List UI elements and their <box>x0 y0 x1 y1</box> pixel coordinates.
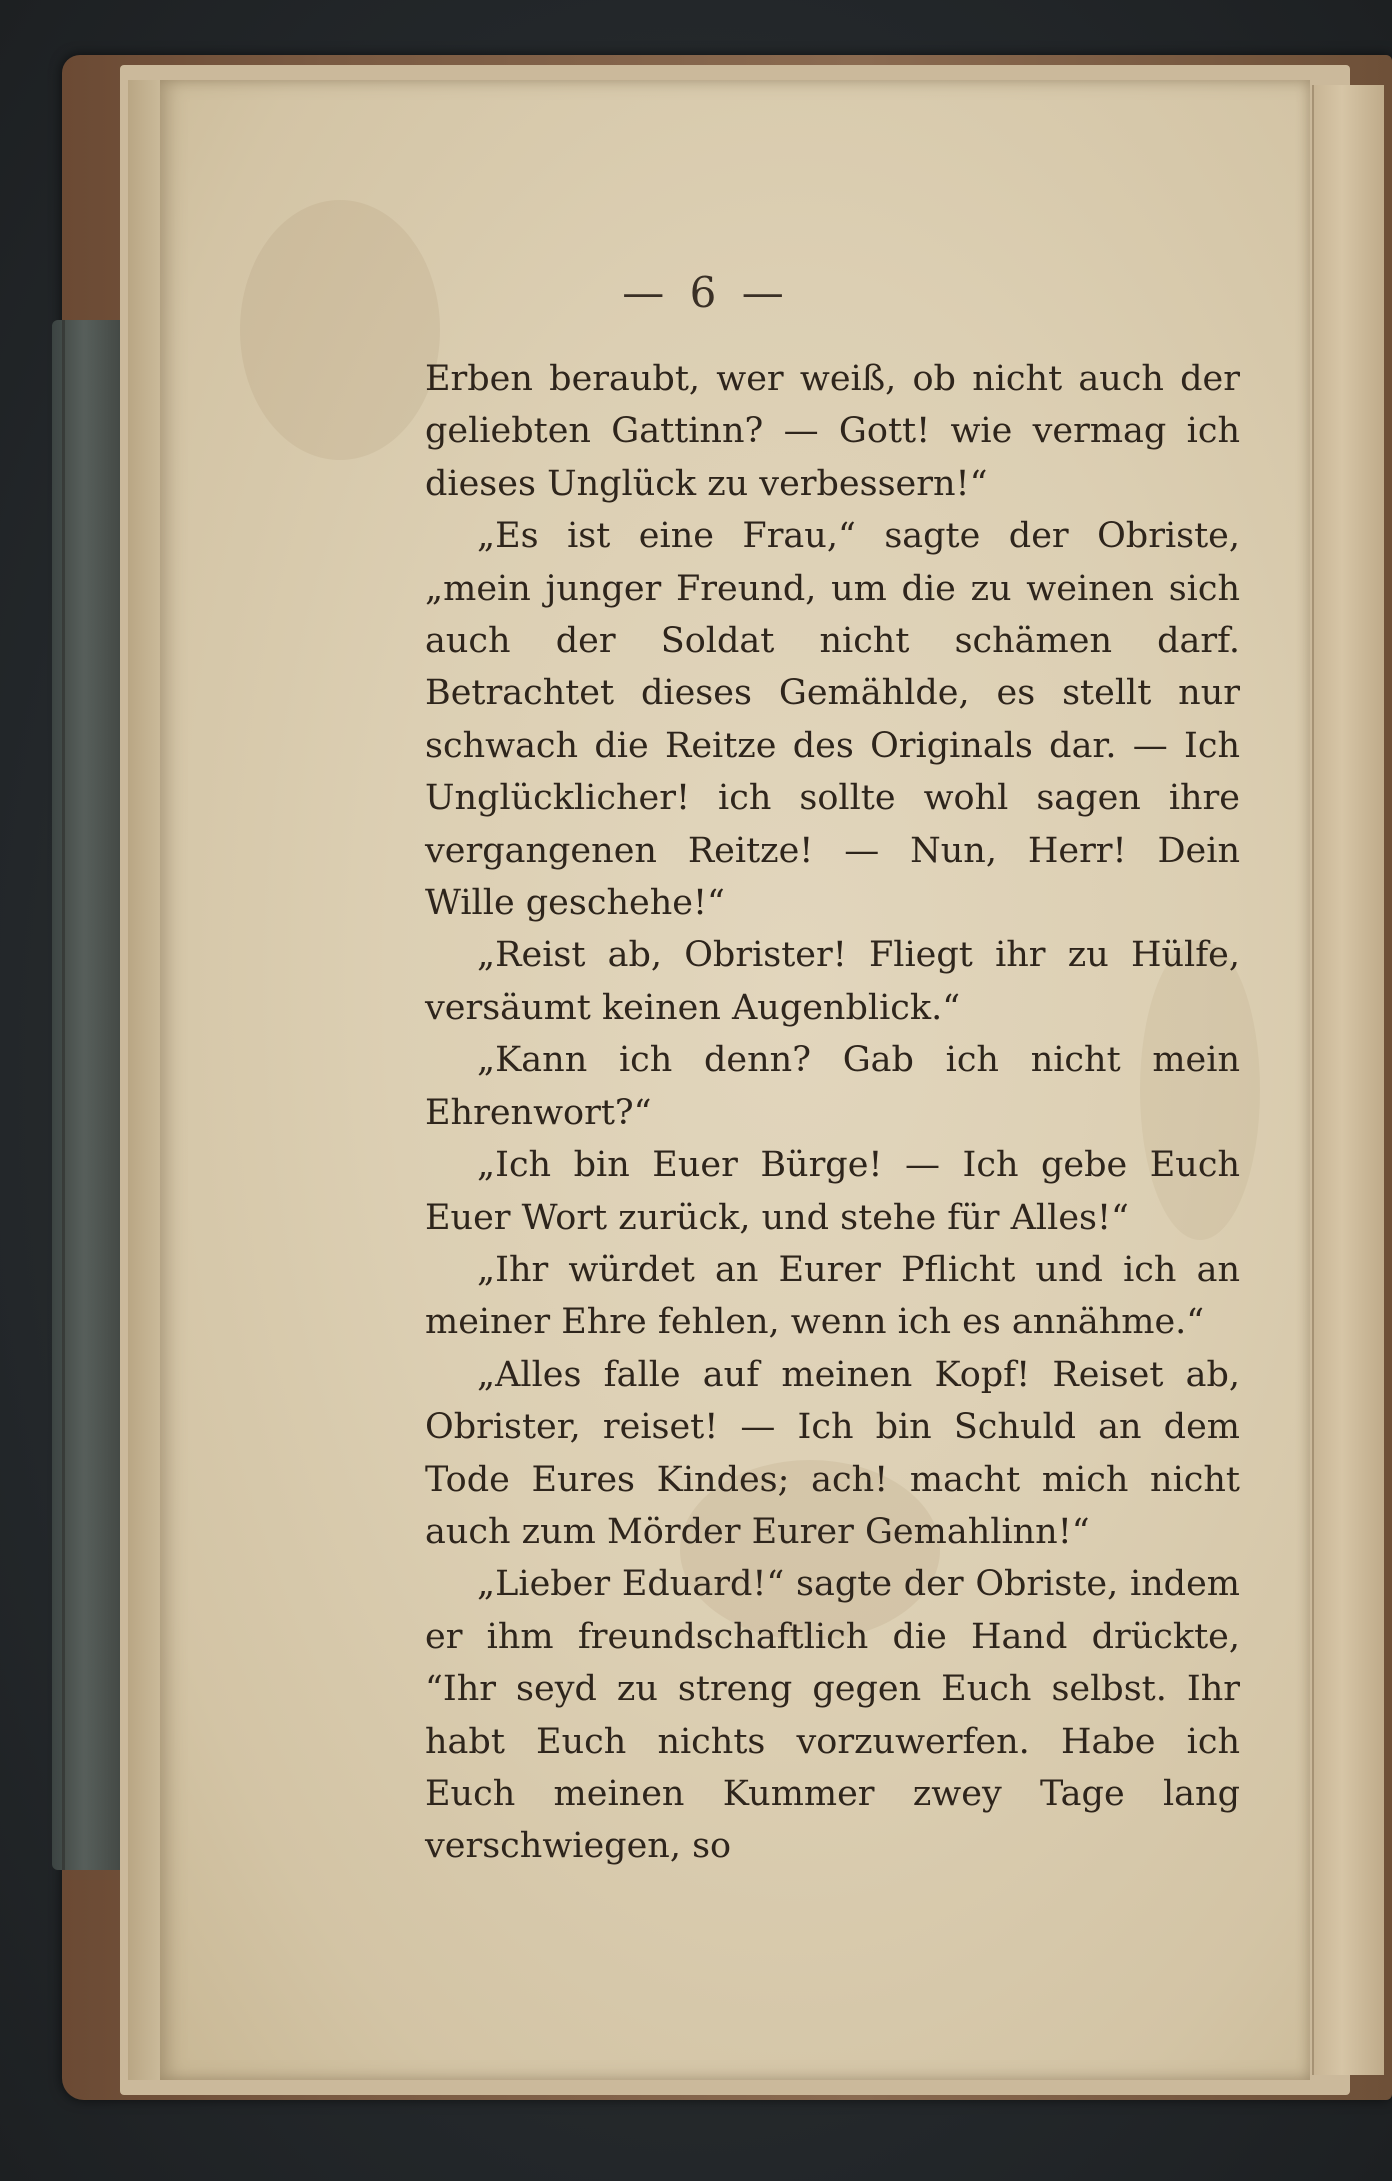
paragraph: „Kann ich denn? Gab ich nicht mein Ehrenwort?“ <box>425 1040 1240 1133</box>
page-number: — 6 — <box>622 268 790 317</box>
page-edges-right <box>1312 85 1384 2075</box>
paragraph: „Ihr würdet an Eurer Pflicht und ich an meiner Ehre fehlen, wenn ich es annähme.“ <box>425 1249 1240 1343</box>
paragraph: Erben beraubt, wer weiß, ob nicht auch der geliebten Gattinn? — Gott! wie vermag ich dieses Unglück zu verbessern!“ <box>425 359 1240 504</box>
paragraph: „Reist ab, Obrister! Fliegt ihr zu Hülfe, versäumt keinen Augenblick.“ <box>425 935 1240 1028</box>
body-text <box>425 353 1240 1873</box>
paragraph: „Alles falle auf meinen Kopf! Reiset ab, Obrister, reiset! — Ich bin Schuld an dem Tode Eures Kindes; ach! macht mich nicht auch zum Mörder Eurer Gemahlinn!“ <box>425 1354 1240 1552</box>
paragraph: „Ich bin Euer Bürge! — Ich gebe Euch Euer Wort zurück, und stehe für Alles!“ <box>425 1145 1240 1238</box>
paragraph: „Lieber Eduard!“ sagte der Obriste, indem er ihm freundschaftlich die Hand drückte, “Ihr seyd zu streng gegen Euch selbst. Ihr habt Euch nichts vorzuwerfen. Habe ich Euch meinen Kummer zwey Tage lang verschwiegen, so <box>425 1564 1240 1867</box>
paragraph: „Es ist eine Frau,“ sagte der Obriste, „mein junger Freund, um die zu weinen sich auch der Soldat nicht schämen darf. Betrachtet dieses Gemählde, es stellt nur schwach die Reitze des Originals dar. — Ich Unglücklicher! ich sollte wohl sagen ihre vergangenen Reitze! — Nun, Herr! Dein Wille geschehe!“ <box>425 516 1240 924</box>
paper-stain <box>240 200 440 460</box>
page-gutter <box>128 80 162 2080</box>
